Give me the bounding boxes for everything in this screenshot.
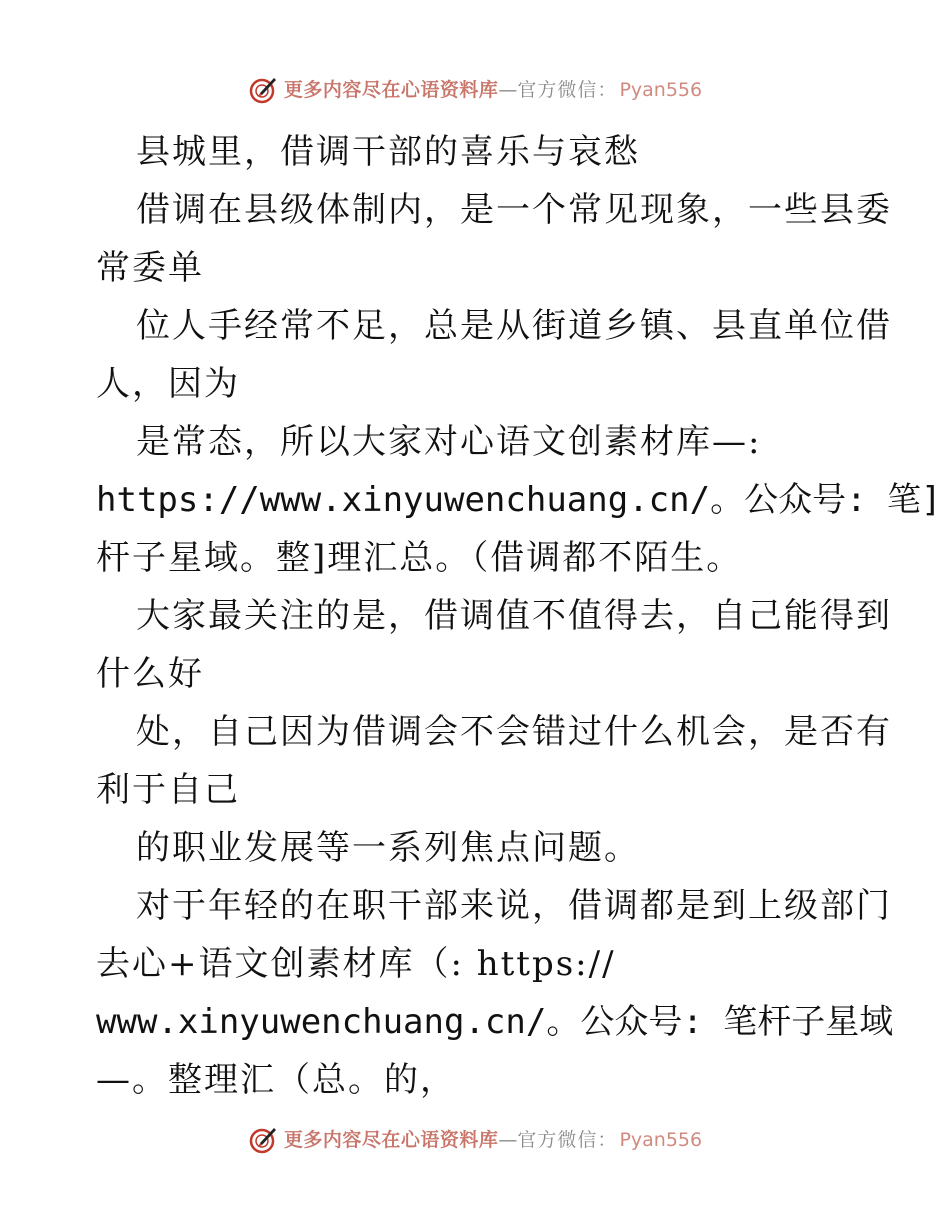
banner-dash: — [498,1128,518,1151]
banner-wechat-label: 官方微信： [517,1128,618,1151]
banner-wechat-handle: Pyan556 [619,1128,703,1151]
paragraph-line: 什么好 [96,654,204,694]
banner-main-text: 更多内容尽在心语资料库 [283,78,499,101]
paragraph-line: 常委单 [96,248,204,288]
paragraph-line-url: https://www.xinyuwenchuang.cn/。公众号: 笔] [96,480,942,520]
paragraph-line: 借调在县级体制内，是一个常见现象，一些县委 [136,190,892,230]
paragraph-line: 的职业发展等一系列焦点问题。 [136,828,640,868]
footer-banner [0,1120,950,1160]
banner-main-text: 更多内容尽在心语资料库 [283,1128,499,1151]
paragraph-line: 处，自己因为借调会不会错过什么机会，是否有 [136,712,892,752]
paragraph-line: 杆子星域。整]理汇总。（借调都不陌生。 [96,538,743,578]
paragraph-line: 去心+语文创素材库（: https:// [96,944,616,984]
pen-logo-icon [248,1125,278,1155]
pen-logo-icon [248,75,278,105]
document-body [96,123,942,1109]
paragraph-line: —。整理汇（总。的， [96,1060,456,1100]
paragraph-line: 利于自己 [96,770,240,810]
header-banner [0,70,950,110]
banner-wechat-handle: Pyan556 [619,78,703,101]
title-line: 县城里，借调干部的喜乐与哀愁 [136,132,640,172]
paragraph-line: 位人手经常不足，总是从街道乡镇、县直单位借 [136,306,892,346]
paragraph-line: 对于年轻的在职干部来说，借调都是到上级部门 [136,886,892,926]
footer-banner-text [283,1128,703,1151]
paragraph-line-url: www.xinyuwenchuang.cn/。公众号: 笔杆子星域 [96,1002,894,1042]
paragraph-line: 是常态，所以大家对心语文创素材库—: [136,422,762,462]
paragraph-line: 人，因为 [96,364,240,404]
header-banner-text [283,78,703,101]
banner-dash: — [498,78,518,101]
banner-wechat-label: 官方微信： [517,78,618,101]
paragraph-line: 大家最关注的是，借调值不值得去，自己能得到 [136,596,892,636]
